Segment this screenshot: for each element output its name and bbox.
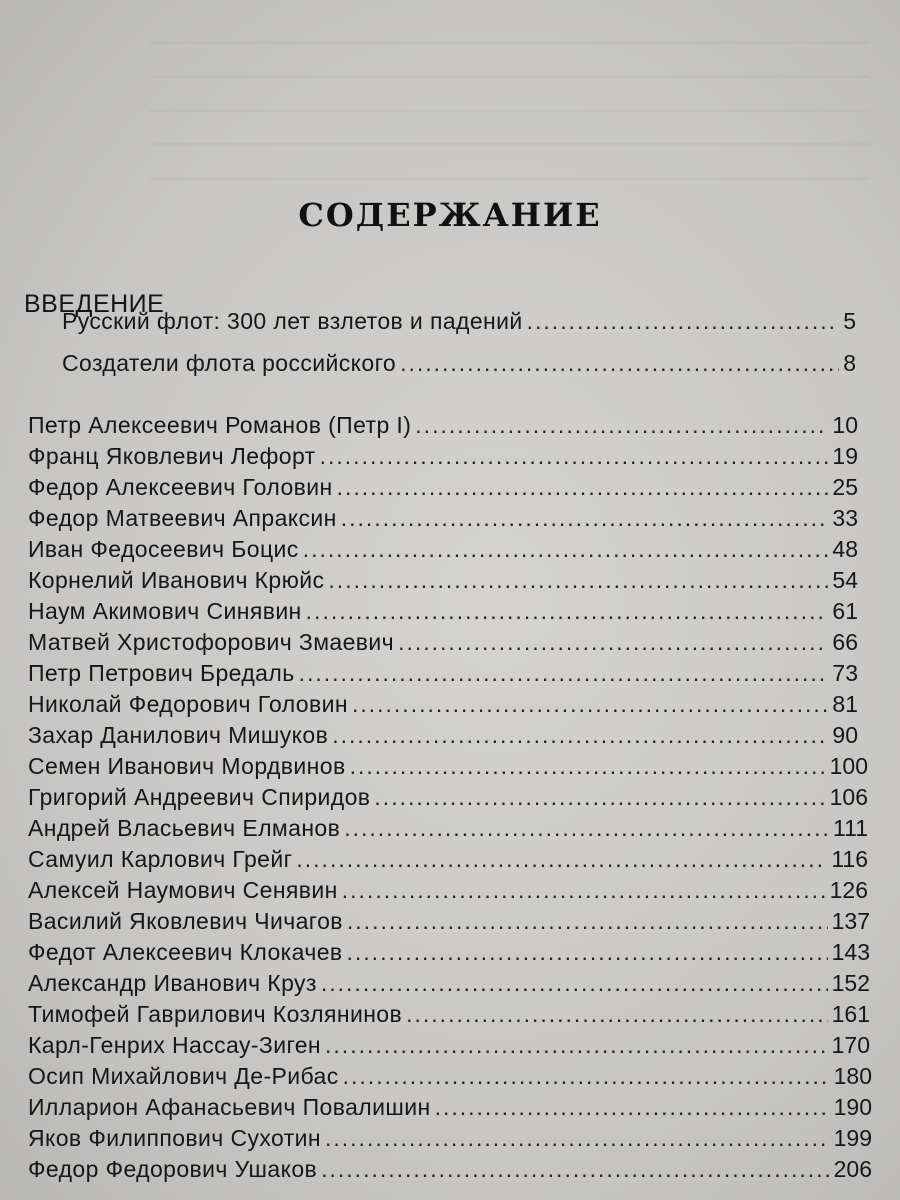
toc-leader-dots [398, 627, 828, 657]
toc-entry-page: 33 [832, 505, 858, 531]
toc-entry-page: 8 [843, 350, 856, 376]
toc-entry [28, 596, 858, 626]
toc-leader-dots [350, 751, 826, 781]
toc-leader-dots [527, 306, 840, 336]
toc-leader-dots [332, 720, 828, 750]
toc-entry-title: Карл-Генрих Нассау-Зиген [28, 1032, 322, 1058]
toc-entry-page: 206 [833, 1156, 872, 1182]
toc-entry-title: Федор Алексеевич Головин [28, 474, 333, 500]
toc-entry-title: Андрей Власьевич Елманов [28, 815, 341, 841]
toc-entry [28, 534, 858, 564]
toc-leader-dots [352, 689, 828, 719]
toc-entry-title: Тимофей Гаврилович Козлянинов [28, 1001, 403, 1027]
toc-leader-dots [299, 658, 829, 688]
toc-entry-title: Алексей Наумович Сенявин [28, 877, 338, 903]
toc-entry-page: 90 [832, 722, 858, 748]
toc-entry-title: Федор Матвеевич Апраксин [28, 505, 337, 531]
toc-entry [28, 410, 858, 440]
toc-entry-title: Иван Федосеевич Боцис [28, 536, 299, 562]
toc-entry-page: 190 [833, 1094, 872, 1120]
toc-entry [28, 441, 858, 471]
toc-entry-page: 73 [832, 660, 858, 686]
toc-entry-page: 180 [833, 1063, 872, 1089]
toc-entry-page: 10 [832, 412, 858, 438]
toc-leader-dots [374, 782, 825, 812]
toc-entry-page: 81 [832, 691, 858, 717]
toc-entry [28, 906, 870, 936]
toc-leader-dots [341, 503, 829, 533]
toc-entry-page: 100 [829, 753, 868, 779]
toc-leader-dots [320, 441, 829, 471]
toc-entry-title: Александр Иванович Круз [28, 970, 317, 996]
toc-entry [28, 1154, 872, 1184]
toc-leader-dots [435, 1092, 830, 1122]
toc-entry [28, 1061, 872, 1091]
toc-entry-page: 137 [831, 908, 870, 934]
toc-leader-dots [406, 999, 828, 1029]
toc-leader-dots [337, 472, 829, 502]
toc-entry [62, 306, 856, 336]
toc-entry-page: 106 [829, 784, 868, 810]
toc-entry-page: 111 [833, 815, 868, 841]
toc-entry-page: 170 [831, 1032, 870, 1058]
toc-entry-page: 19 [832, 443, 858, 469]
toc-entry-title: Русский флот: 300 лет взлетов и падений [62, 308, 523, 334]
toc-entry-page: 199 [833, 1125, 872, 1151]
toc-entry-title: Создатели флота российского [62, 350, 397, 376]
toc-entry-title: Корнелий Иванович Крюйс [28, 567, 325, 593]
toc-entry [28, 565, 858, 595]
toc-entry-title: Семен Иванович Мордвинов [28, 753, 346, 779]
toc-entry [28, 782, 868, 812]
toc-entry [28, 1123, 872, 1153]
toc-leader-dots [321, 1154, 830, 1184]
toc-leader-dots [344, 813, 829, 843]
toc-entry-title: Илларион Афанасьевич Повалишин [28, 1094, 431, 1120]
toc-leader-dots [328, 565, 828, 595]
toc-leader-dots [415, 410, 828, 440]
toc-entry [28, 968, 870, 998]
toc-entry [28, 1030, 870, 1060]
toc-entry-page: 25 [832, 474, 858, 500]
toc-entry [28, 937, 870, 967]
toc-entry-page: 116 [831, 846, 868, 872]
toc-entry-title: Франц Яковлевич Лефорт [28, 443, 316, 469]
toc-entry-title: Осип Михайлович Де-Рибас [28, 1063, 339, 1089]
toc-entry-page: 143 [831, 939, 870, 965]
toc-leader-dots [306, 596, 829, 626]
toc-entry-page: 5 [843, 308, 856, 334]
toc-leader-dots [296, 844, 827, 874]
toc-entry-title: Наум Акимович Синявин [28, 598, 302, 624]
toc-entry [28, 751, 868, 781]
toc-leader-dots [303, 534, 829, 564]
toc-entry-page: 61 [832, 598, 858, 624]
contents-heading: СОДЕРЖАНИЕ [298, 196, 602, 234]
toc-entry-page: 66 [832, 629, 858, 655]
toc-entry-title: Петр Петрович Бредаль [28, 660, 295, 686]
toc-entry [62, 348, 856, 378]
toc-entry-page: 152 [831, 970, 870, 996]
toc-entry-title: Василий Яковлевич Чичагов [28, 908, 343, 934]
section-title-introduction: ВВЕДЕНИЕ [24, 290, 165, 318]
toc-entry-page: 126 [829, 877, 868, 903]
toc-entry-title: Самуил Карлович Грейг [28, 846, 293, 872]
toc-entry [28, 720, 858, 750]
toc-entry [28, 472, 858, 502]
toc-entry [28, 875, 868, 905]
toc-entry [28, 627, 858, 657]
toc-entry-title: Петр Алексеевич Романов (Петр I) [28, 412, 412, 438]
toc-leader-dots [325, 1030, 828, 1060]
toc-leader-dots [400, 348, 839, 378]
toc-entry-title: Николай Федорович Головин [28, 691, 348, 717]
toc-entry-title: Матвей Христофорович Змаевич [28, 629, 395, 655]
toc-entry-page: 161 [831, 1001, 870, 1027]
toc-entry [28, 658, 858, 688]
toc-entry-title: Григорий Андреевич Спиридов [28, 784, 371, 810]
toc-entry-title: Федот Алексеевич Клокачев [28, 939, 343, 965]
toc-entry-title: Яков Филиппович Сухотин [28, 1125, 321, 1151]
toc-leader-dots [343, 1061, 830, 1091]
toc-leader-dots [321, 968, 828, 998]
toc-leader-dots [325, 1123, 830, 1153]
toc-entry [28, 844, 868, 874]
toc-leader-dots [347, 937, 828, 967]
toc-entry [28, 1092, 872, 1122]
toc-entry-page: 48 [832, 536, 858, 562]
toc-entry-title: Захар Данилович Мишуков [28, 722, 329, 748]
toc-entry [28, 689, 858, 719]
toc-entry [28, 503, 858, 533]
toc-entry-title: Федор Федорович Ушаков [28, 1156, 318, 1182]
toc-entry [28, 999, 870, 1029]
toc-leader-dots [342, 875, 826, 905]
toc-entry [28, 813, 868, 843]
toc-leader-dots [347, 906, 828, 936]
toc-entry-page: 54 [832, 567, 858, 593]
